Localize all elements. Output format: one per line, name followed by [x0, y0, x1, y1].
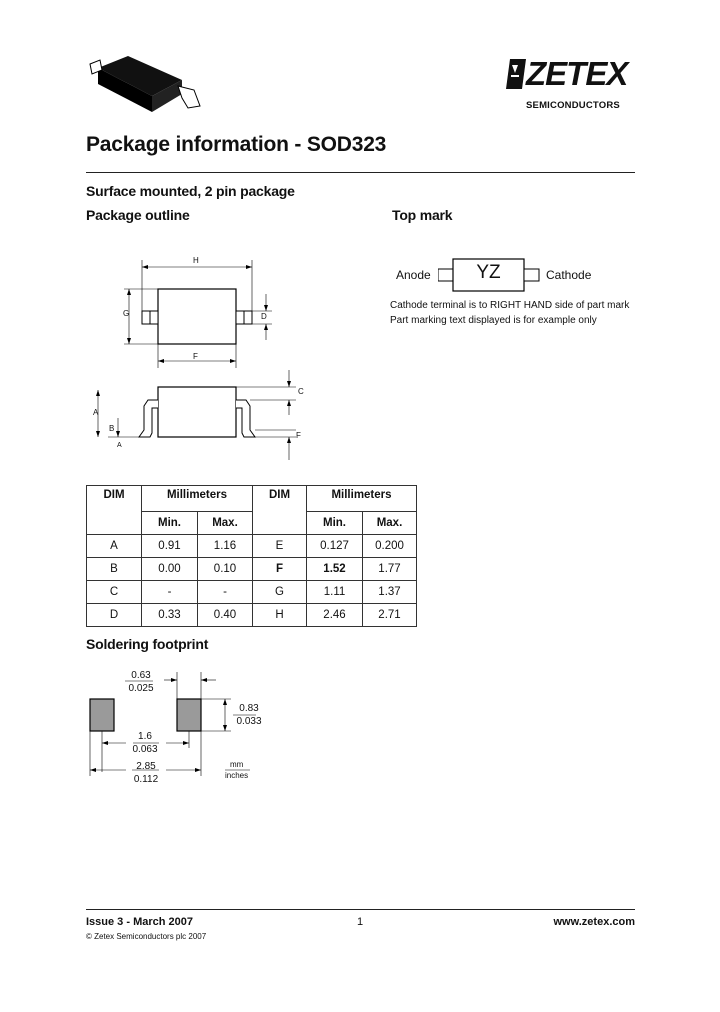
section-package-outline: Package outline	[86, 207, 190, 223]
table-cell: -	[142, 581, 198, 604]
dim-label-d: D	[261, 312, 267, 321]
table-cell: 2.46	[307, 604, 363, 627]
footer-copyright: © Zetex Semiconductors plc 2007	[86, 932, 207, 941]
dim-label-g: G	[123, 309, 130, 318]
table-header-max-2: Max.	[363, 512, 417, 535]
footer-issue: Issue 3 - March 2007	[86, 916, 194, 928]
footprint-pitch-mm: 1.6	[138, 731, 152, 742]
dimensions-table	[86, 485, 417, 627]
package-3d-illustration	[86, 50, 216, 122]
table-header-millimeters-2: Millimeters	[307, 486, 417, 512]
subtitle: Surface mounted, 2 pin package	[86, 183, 295, 199]
table-cell: 1.37	[363, 581, 417, 604]
table-cell: G	[253, 581, 307, 604]
table-cell: -	[198, 581, 253, 604]
footprint-unit-inches: inches	[225, 771, 249, 780]
zetex-subtitle: SEMICONDUCTORS	[526, 100, 620, 111]
table-cell: 0.33	[142, 604, 198, 627]
table-row	[87, 558, 417, 581]
topmark-cathode-label: Cathode	[546, 268, 592, 282]
table-cell: 1.52	[307, 558, 363, 581]
footprint-pad-width-mm: 0.63	[131, 670, 151, 681]
table-cell: F	[253, 558, 307, 581]
zetex-wordmark: ZETEX	[526, 55, 628, 92]
section-top-mark: Top mark	[392, 207, 453, 223]
table-header-min: Min.	[142, 512, 198, 535]
footer-rule	[86, 909, 635, 910]
table-cell: 0.40	[198, 604, 253, 627]
table-header-millimeters: Millimeters	[142, 486, 253, 512]
footprint-pad-right	[177, 699, 201, 731]
table-cell: A	[87, 535, 142, 558]
section-soldering-footprint: Soldering footprint	[86, 636, 209, 652]
table-cell: 0.127	[307, 535, 363, 558]
table-cell: 0.10	[198, 558, 253, 581]
table-header-dim: DIM	[87, 486, 142, 535]
table-row	[87, 581, 417, 604]
topmark-note-cathode: Cathode terminal is to RIGHT HAND side of part mark	[390, 300, 630, 311]
table-cell: 1.16	[198, 535, 253, 558]
table-cell: 1.11	[307, 581, 363, 604]
table-cell: 0.91	[142, 535, 198, 558]
table-header-min-2: Min.	[307, 512, 363, 535]
dim-label-b: B	[109, 424, 115, 433]
table-cell: 0.200	[363, 535, 417, 558]
topmark-anode-label: Anode	[396, 268, 431, 282]
table-cell: C	[87, 581, 142, 604]
zetex-logo-icon	[506, 59, 526, 89]
table-cell: H	[253, 604, 307, 627]
table-row	[87, 535, 417, 558]
title-rule	[86, 172, 635, 173]
table-row	[87, 604, 417, 627]
footprint-pad-width-in: 0.025	[128, 683, 154, 694]
dim-label-a-bottom: A	[117, 442, 122, 449]
table-cell: 2.71	[363, 604, 417, 627]
footprint-pad-height-mm: 0.83	[239, 703, 259, 714]
table-cell: 1.77	[363, 558, 417, 581]
table-cell: 0.00	[142, 558, 198, 581]
footprint-total-mm: 2.85	[136, 761, 156, 772]
dim-label-h: H	[193, 256, 199, 265]
page-title: Package information - SOD323	[86, 133, 387, 156]
table-cell: B	[87, 558, 142, 581]
footprint-total-in: 0.112	[133, 774, 159, 785]
footprint-pitch-in: 0.063	[132, 744, 158, 755]
footer-url: www.zetex.com	[553, 916, 635, 928]
dim-label-c: C	[298, 387, 304, 396]
footprint-pad-left	[90, 699, 114, 731]
topmark-marking-text: YZ	[476, 262, 501, 283]
table-cell: D	[87, 604, 142, 627]
footprint-pad-height-in: 0.033	[236, 716, 262, 727]
table-header-max: Max.	[198, 512, 253, 535]
table-cell: E	[253, 535, 307, 558]
package-outline-drawing	[86, 250, 326, 465]
dim-label-f-top: F	[193, 352, 198, 361]
footprint-unit-mm: mm	[230, 760, 244, 769]
footer-page-number: 1	[357, 916, 364, 928]
dim-label-a: A	[93, 408, 99, 417]
dim-label-f-side: F	[296, 431, 301, 440]
table-header-dim-2: DIM	[253, 486, 307, 535]
topmark-note-example: Part marking text displayed is for example only	[390, 315, 597, 326]
